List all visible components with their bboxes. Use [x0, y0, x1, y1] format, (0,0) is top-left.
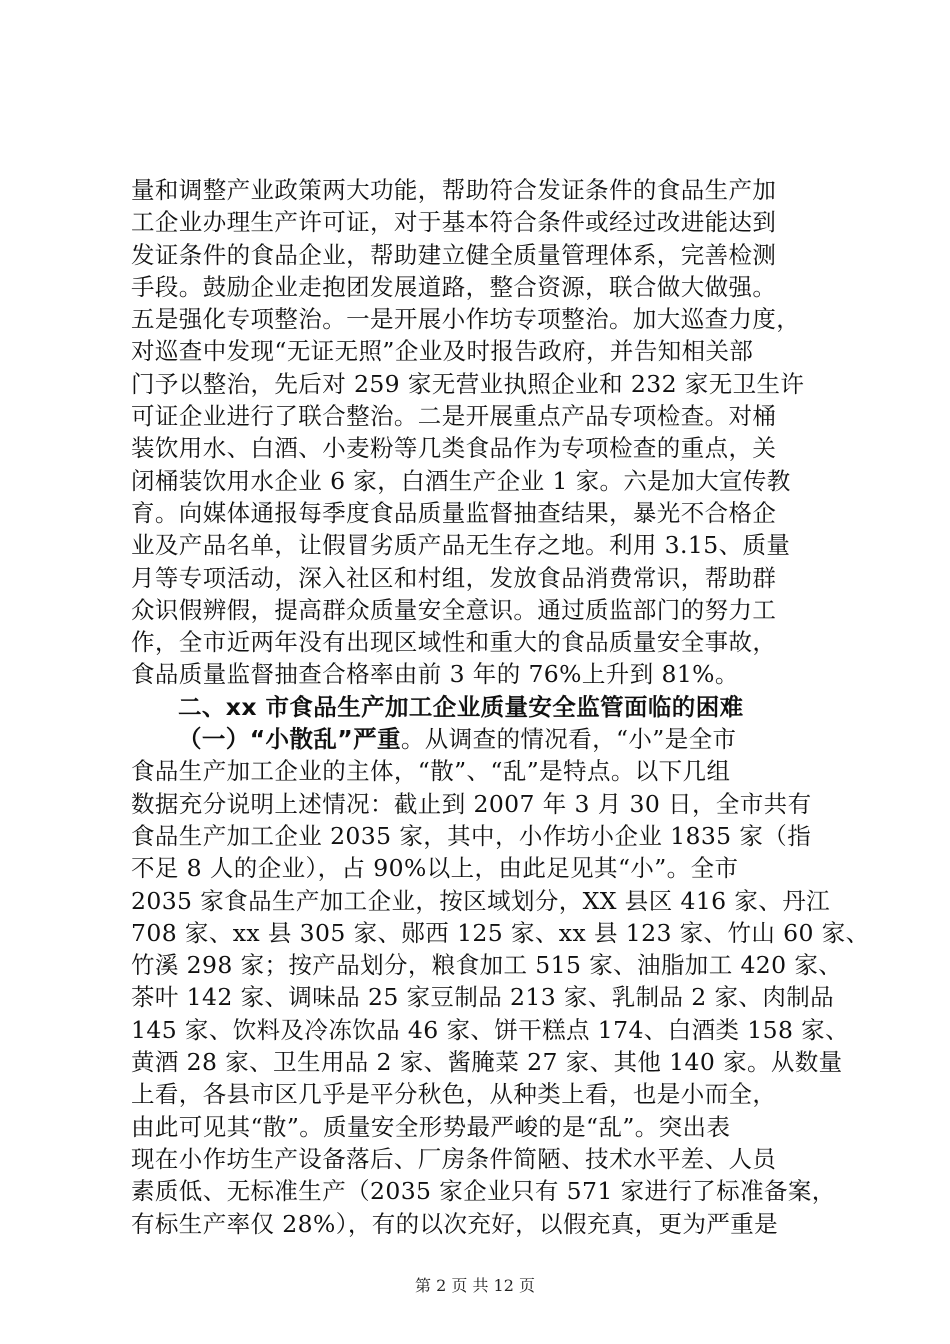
text-line: 食品生产加工企业的主体，“散”、“乱”是特点。以下几组 — [131, 757, 731, 786]
text-line: 食品质量监督抽查合格率由前 3 年的 76%上升到 81%。 — [131, 660, 739, 689]
paragraph-section-five-six — [131, 174, 831, 691]
text-line: 由此可见其“散”。质量安全形势最严峻的是“乱”。突出表 — [131, 1112, 731, 1141]
text-line: 月等专项活动，深入社区和村组，发放食品消费常识，帮助群 — [131, 563, 777, 592]
text-line: 现在小作坊生产设备落后、厂房条件简陋、技术水平差、人员 — [131, 1144, 777, 1173]
text-line: 有标生产率仅 28%），有的以次充好，以假充真，更为严重是 — [131, 1209, 779, 1238]
text-line: 手段。鼓励企业走抱团发展道路，整合资源，联合做大做强。 — [131, 272, 777, 301]
text-line: 不足 8 人的企业），占 90%以上，由此足见其“小”。全市 — [131, 854, 739, 883]
text-line: 五是强化专项整治。一是开展小作坊专项整治。加大巡查力度， — [131, 305, 801, 334]
text-line: 业及产品名单，让假冒劣质产品无生存之地。利用 3.15、质量 — [131, 531, 791, 560]
subsection-intro-text: 。从调查的情况看，“小”是全市 — [400, 725, 737, 754]
paragraph-small-scattered-chaotic — [131, 755, 870, 1239]
subsection-title: （一）“小散乱”严重 — [178, 725, 401, 754]
text-line: 闭桶装饮用水企业 6 家，白酒生产企业 1 家。六是加大宣传教 — [131, 466, 791, 495]
text-line: 竹溪 298 家；按产品划分，粮食加工 515 家、油脂加工 420 家、 — [131, 951, 843, 980]
text-line: 黄酒 28 家、卫生用品 2 家、酱腌菜 27 家、其他 140 家。从数量 — [131, 1048, 843, 1077]
text-line: 对巡查中发现“无证无照”企业及时报告政府，并告知相关部 — [131, 337, 754, 366]
text-line: 育。向媒体通报每季度食品质量监督抽查结果，暴光不合格企 — [131, 498, 777, 527]
page-footer: 第 2 页 共 12 页 — [415, 1276, 535, 1295]
text-line: 145 家、饮料及冷冻饮品 46 家、饼干糕点 174、白酒类 158 家、 — [131, 1015, 849, 1044]
text-line: 食品生产加工企业 2035 家，其中，小作坊小企业 1835 家（指 — [131, 821, 812, 850]
document-body — [131, 174, 870, 1240]
text-line: 发证条件的食品企业，帮助建立健全质量管理体系，完善检测 — [131, 240, 777, 269]
text-line: 茶叶 142 家、调味品 25 家豆制品 213 家、乳制品 2 家、肉制品 — [131, 983, 835, 1012]
section-heading: 二、xx 市食品生产加工企业质量安全监管面临的困难 — [178, 692, 744, 721]
text-line: 装饮用水、白酒、小麦粉等几类食品作为专项检查的重点，关 — [131, 434, 777, 463]
text-line: 素质低、无标准生产（2035 家企业只有 571 家进行了标准备案， — [131, 1177, 836, 1206]
text-line: 作，全市近两年没有出现区域性和重大的食品质量安全事故， — [131, 628, 777, 657]
subsection-heading-line — [131, 723, 831, 755]
text-line: 量和调整产业政策两大功能，帮助符合发证条件的食品生产加 — [131, 176, 777, 204]
text-line: 众识假辨假，提高群众质量安全意识。通过质监部门的努力工 — [131, 595, 777, 624]
text-line: 708 家、xx 县 305 家、郧西 125 家、xx 县 123 家、竹山 60 家、 — [131, 918, 870, 947]
text-line: 2035 家食品生产加工企业，按区域划分，XX 县区 416 家、丹江 — [131, 886, 830, 915]
text-line: 上看，各县市区几乎是平分秋色，从种类上看，也是小而全， — [131, 1080, 777, 1109]
text-line: 工企业办理生产许可证，对于基本符合条件或经过改进能达到 — [131, 208, 777, 237]
text-line: 数据充分说明上述情况：截止到 2007 年 3 月 30 日，全市共有 — [131, 789, 812, 818]
text-line: 门予以整治，先后对 259 家无营业执照企业和 232 家无卫生许 — [131, 369, 805, 398]
text-line: 可证企业进行了联合整治。二是开展重点产品专项检查。对桶 — [131, 402, 777, 431]
